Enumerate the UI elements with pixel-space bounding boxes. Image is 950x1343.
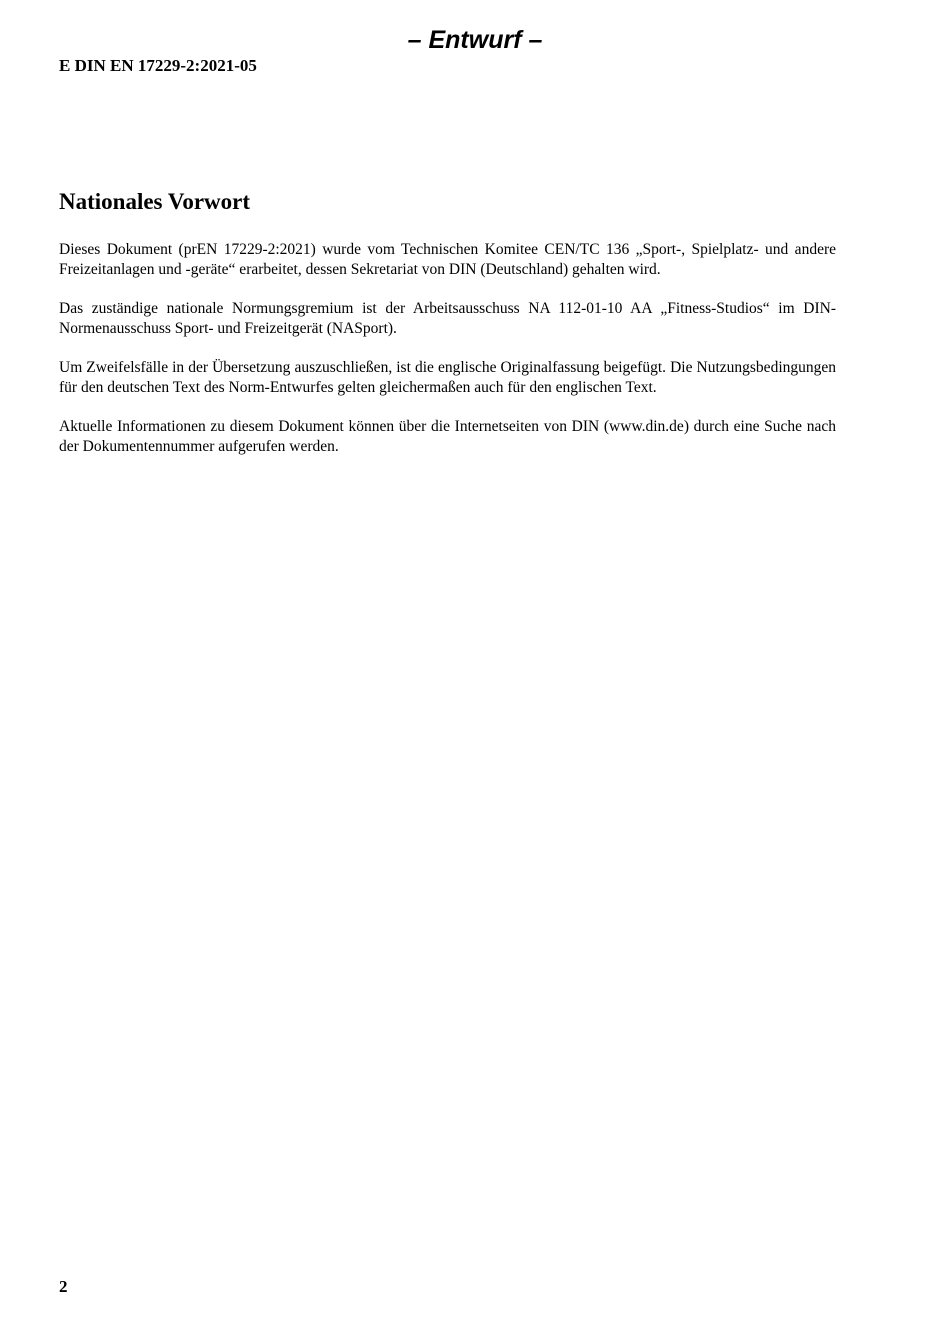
document-id: E DIN EN 17229-2:2021-05 xyxy=(59,56,257,75)
paragraph-4: Aktuelle Informationen zu diesem Dokument können über die Internetseiten von DIN (www.din.de) durch eine Suche nach der Dokumentennummer aufgerufen werden. xyxy=(59,418,836,455)
paragraph-1: Dieses Dokument (prEN 17229-2:2021) wurde vom Technischen Komitee CEN/TC 136 „Sport-, Spielplatz- und andere Freizeitanlagen und -geräte“ erarbeitet, dessen Sekretariat von DIN (Deutschland) gehalten wird. xyxy=(59,241,836,278)
page-number: 2 xyxy=(59,1277,68,1296)
paragraph-3: Um Zweifelsfälle in der Übersetzung auszuschließen, ist die englische Originalfassung beigefügt. Die Nutzungsbedingungen für den deutschen Text des Norm-Entwurfes gelten gleichermaßen auch für den englischen Text. xyxy=(59,359,836,396)
draft-watermark: – Entwurf – xyxy=(407,26,543,54)
paragraph-2: Das zuständige nationale Normungsgremium ist der Arbeitsausschuss NA 112-01-10 AA „Fitness-Studios“ im DIN-Normenausschuss Sport- und Freizeitgerät (NASport). xyxy=(59,300,836,337)
section-body xyxy=(59,240,836,476)
section-title: Nationales Vorwort xyxy=(59,189,251,214)
